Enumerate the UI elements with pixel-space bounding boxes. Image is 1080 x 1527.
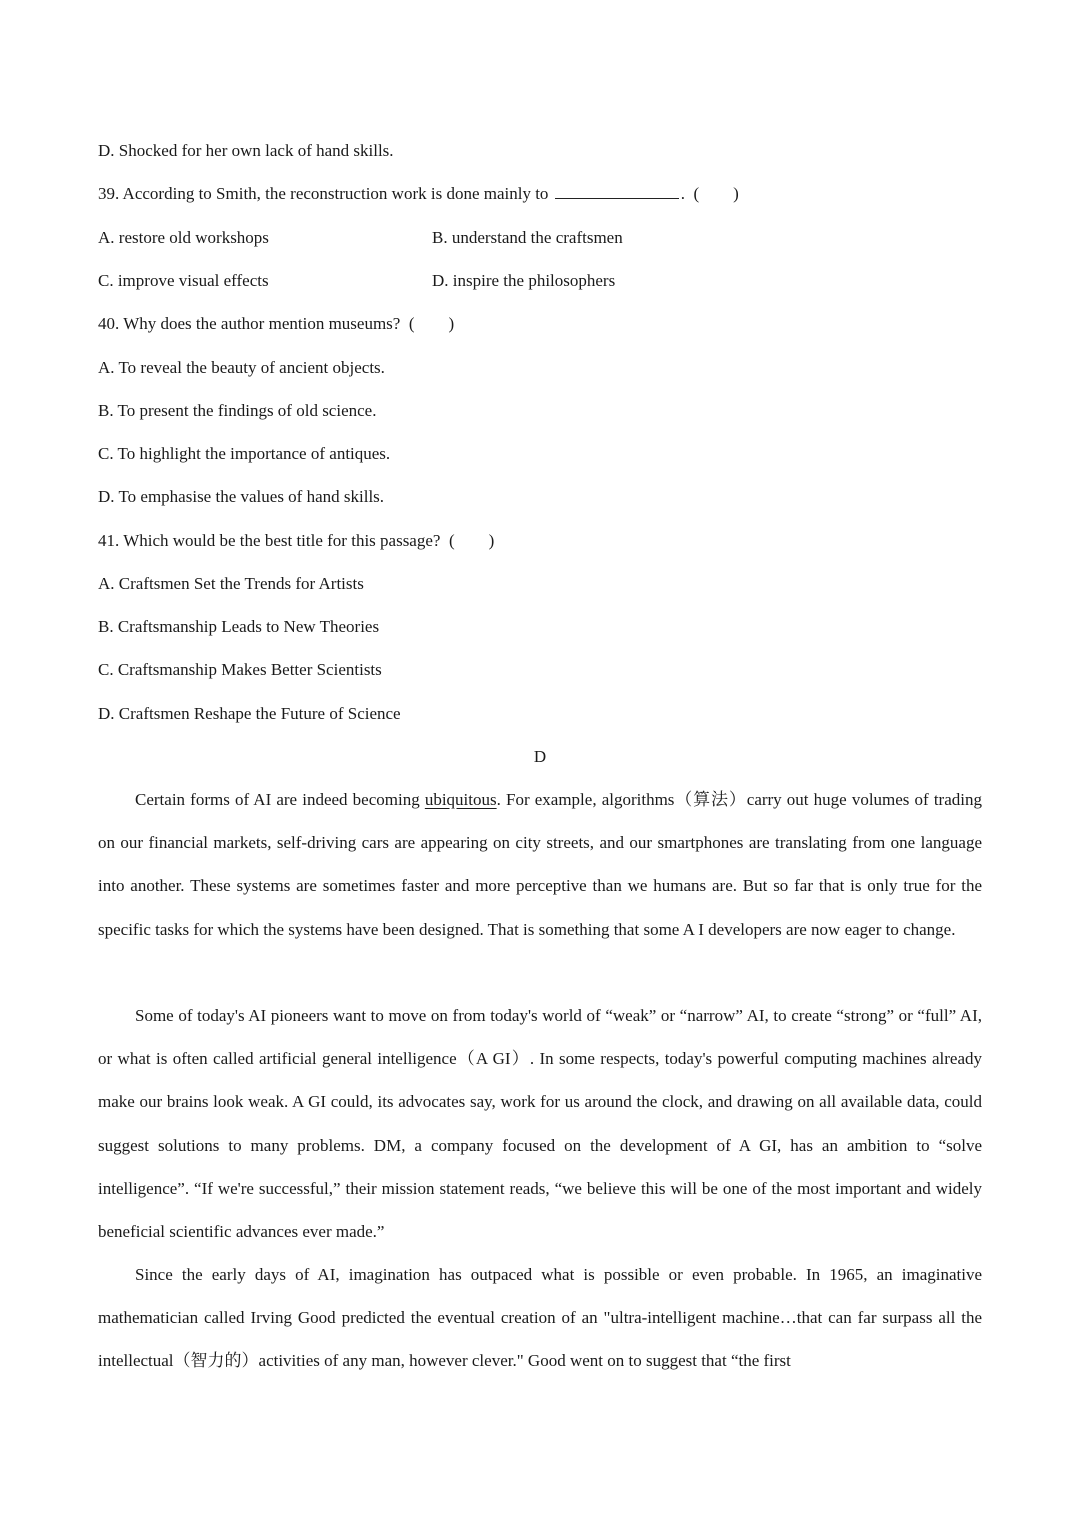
q39-option-d: D. inspire the philosophers	[432, 271, 616, 290]
q41-stem-line	[98, 530, 494, 552]
q39-stem: 39. According to Smith, the reconstruction work is done mainly to	[98, 184, 549, 203]
q39-option-a: A. restore old workshops	[98, 228, 269, 247]
q40-stem-line	[98, 313, 454, 335]
q40-option-b: B. To present the findings of old science.	[98, 401, 377, 420]
p1-before: Certain forms of AI are indeed becoming	[135, 790, 425, 809]
q41-option-d: D. Craftsmen Reshape the Future of Science	[98, 704, 401, 723]
q39-stem-end: .	[680, 184, 685, 203]
q40-answer-paren: ( )	[408, 314, 455, 333]
q41-option-c: C. Craftsmanship Makes Better Scientists	[98, 660, 382, 679]
section-d-paragraph-3: Since the early days of AI, imagination has outpaced what is possible or even probable. In 1965, an imaginative mathematician called Irving Good predicted the eventual creation of an "ultra-intelligent machine…that can far surpass all the intellectual（智力的）activities of any man, however clever." Good went on to suggest that “the first	[98, 1265, 982, 1371]
q40-option-c: C. To highlight the importance of antiques.	[98, 444, 391, 463]
section-d-paragraph-1	[98, 778, 982, 951]
q40-option-d: D. To emphasise the values of hand skills.	[98, 487, 385, 506]
q41-option-b: B. Craftsmanship Leads to New Theories	[98, 617, 380, 636]
q40-option-a: A. To reveal the beauty of ancient objects.	[98, 358, 385, 377]
q41-stem: 41. Which would be the best title for this passage?	[98, 531, 441, 550]
q40-stem: 40. Why does the author mention museums?	[98, 314, 401, 333]
q39-option-b: B. understand the craftsmen	[432, 228, 623, 247]
q39-answer-paren: ( )	[693, 184, 739, 203]
ubiquitous-underlined-word: ubiquitous	[424, 790, 497, 809]
q39-option-c: C. improve visual effects	[98, 271, 269, 290]
q38-option-d: D. Shocked for her own lack of hand skills.	[98, 141, 394, 160]
q41-option-a: A. Craftsmen Set the Trends for Artists	[98, 574, 364, 593]
section-d-heading: D	[533, 747, 547, 766]
q41-answer-paren: ( )	[448, 531, 495, 550]
section-d-paragraph-2: Some of today's AI pioneers want to move on from today's world of “weak” or “narrow” AI, to create “strong” or “full” AI, or what is often called artificial general intelligence（A GI）. In some respects, today's powerful computing machines already make our brains look weak. A GI could, its advocates say, work for us around the clock, and drawing on all available data, could suggest solutions to many problems. DM, a company focused on the development of A GI, has an ambition to “solve intelligence”. “If we're successful,” their mission statement reads, “we believe this will be one of the most important and widely beneficial scientific advances ever made.”	[98, 1006, 982, 1242]
p1-after: . For example, algorithms（算法）carry out huge volumes of trading on our financial markets, self-driving cars are appearing on city streets, and our smartphones are translating from one language into another. These systems are sometimes faster and more perceptive than we humans are. But so far that is only true for the specific tasks for which the systems have been designed. That is something that some A I developers are now eager to change.	[98, 790, 982, 939]
q39-answer-blank	[555, 183, 679, 199]
q39-stem-line	[98, 183, 739, 205]
